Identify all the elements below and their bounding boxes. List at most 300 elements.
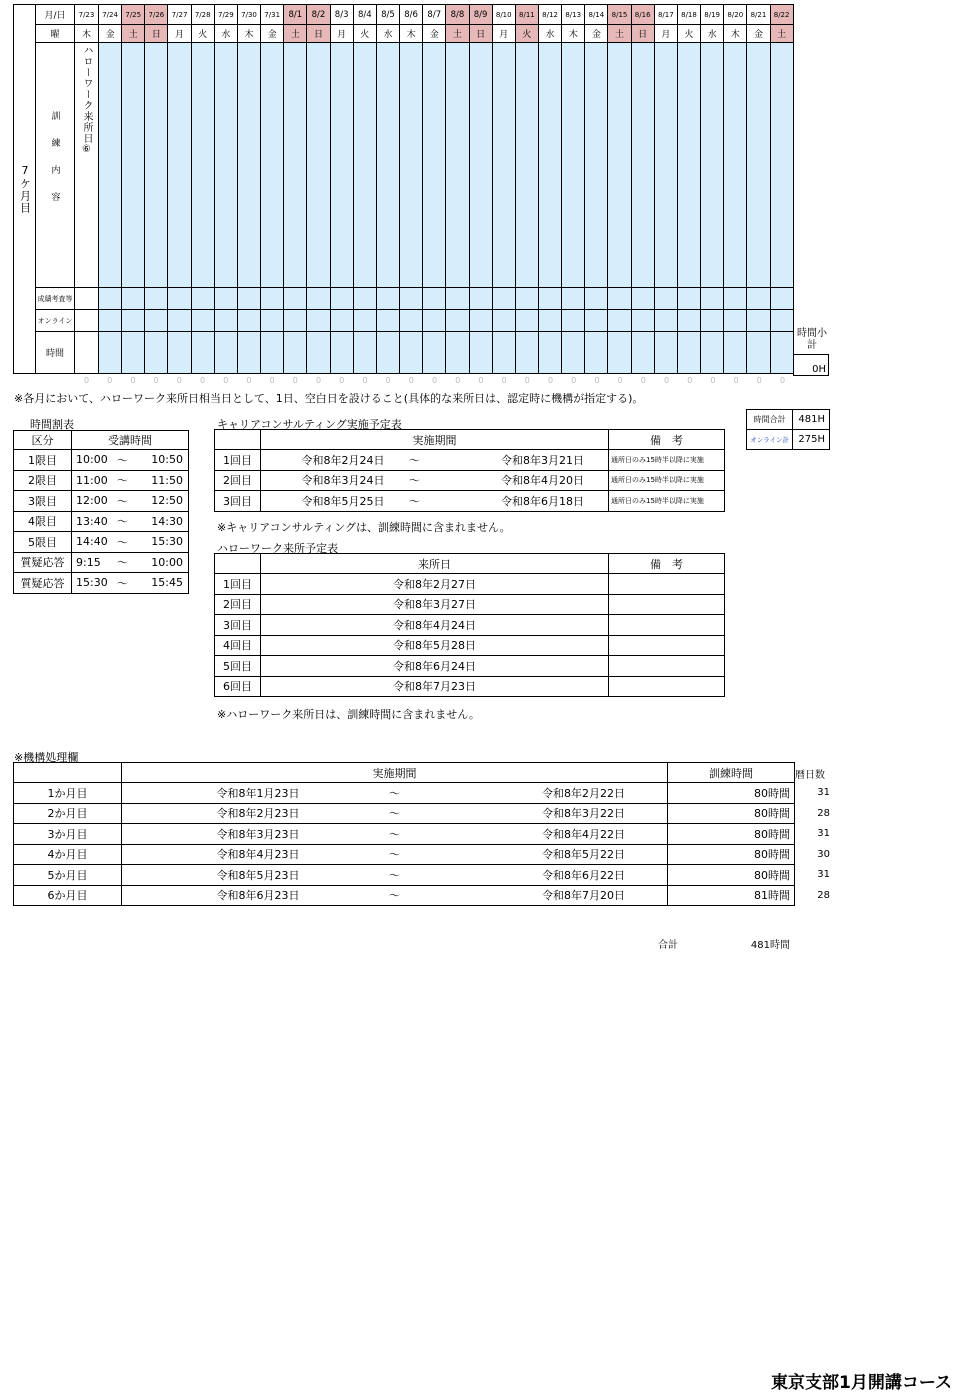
date-cell: 8/11: [515, 5, 538, 25]
online-cell: [515, 310, 538, 332]
eval-cell: [446, 288, 469, 310]
agency-row: [14, 885, 795, 906]
training-content-cell: [122, 43, 145, 288]
eval-cell: [747, 288, 770, 310]
agency-days-value: 31: [817, 869, 830, 880]
training-content-cell: [261, 43, 284, 288]
date-cell: 7/25: [122, 5, 145, 25]
day-cell: 日: [145, 25, 168, 43]
career-round: 2回目: [215, 470, 261, 491]
zero-marker: 0: [478, 376, 484, 385]
zero-marker: 0: [107, 376, 113, 385]
eval-cell: [330, 288, 353, 310]
training-content-cell: [701, 43, 724, 288]
date-cell: 8/10: [492, 5, 515, 25]
day-cell: 金: [585, 25, 608, 43]
training-content-cell: [747, 43, 770, 288]
eval-cell: [469, 288, 492, 310]
zero-marker: 0: [594, 376, 600, 385]
agency-month: 4か月目: [14, 844, 122, 865]
agency-days-value: 28: [817, 889, 830, 901]
eval-cell: [585, 288, 608, 310]
training-content-cell: [562, 43, 585, 288]
agency-row: [14, 783, 795, 804]
time-cell: [191, 332, 214, 374]
hellowork-date: 令和8年7月23日: [261, 676, 609, 697]
hellowork-col-note: 備 考: [609, 554, 725, 574]
agency-total-label: 合計: [658, 940, 678, 951]
day-cell: 木: [724, 25, 747, 43]
zero-marker: 0: [524, 376, 530, 385]
zero-marker: 0: [687, 376, 693, 385]
period-tilde: ～: [111, 552, 135, 573]
agency-col-days: 暦日数: [795, 770, 825, 781]
day-cell: 火: [515, 25, 538, 43]
eval-cell: [145, 288, 168, 310]
time-cell: [307, 332, 330, 374]
eval-cell: [423, 288, 446, 310]
agency-month: 3か月目: [14, 824, 122, 845]
online-cell: [469, 310, 492, 332]
online-total-value: 275H: [793, 430, 830, 450]
day-cell: 日: [307, 25, 330, 43]
time-cell: [538, 332, 561, 374]
hellowork-note: [609, 676, 725, 697]
agency-days-value: 31: [817, 828, 830, 839]
time-cell: [330, 332, 353, 374]
online-cell: [261, 310, 284, 332]
online-cell: [701, 310, 724, 332]
eval-cell: [608, 288, 631, 310]
online-cell: [538, 310, 561, 332]
period-start: 10:00: [72, 450, 111, 471]
zero-marker: 0: [269, 376, 275, 385]
period-name: 質疑応答: [14, 552, 72, 573]
hellowork-row: [215, 615, 725, 636]
agency-month: 6か月目: [14, 885, 122, 906]
online-cell: [353, 310, 376, 332]
training-content-cell: [654, 43, 677, 288]
date-cell: 8/15: [608, 5, 631, 25]
day-cell: 土: [770, 25, 793, 43]
zero-marker: 0: [223, 376, 229, 385]
career-end: 令和8年6月18日: [437, 491, 609, 512]
time-cell: [608, 332, 631, 374]
date-cell: 8/13: [562, 5, 585, 25]
agency-title: ※機構処理欄: [14, 751, 79, 764]
career-round: 1回目: [215, 450, 261, 471]
time-cell: [562, 332, 585, 374]
agency-tilde: ～: [336, 885, 454, 906]
zero-marker: 0: [548, 376, 554, 385]
day-cell: 月: [492, 25, 515, 43]
calendar-cell: [75, 288, 99, 310]
online-cell: [284, 310, 307, 332]
agency-tilde: ～: [336, 844, 454, 865]
agency-days-column: [800, 783, 830, 906]
totals-table: [746, 409, 830, 450]
agency-col-period: 実施期間: [122, 763, 668, 783]
zero-marker: 0: [292, 376, 298, 385]
agency-hours: 80時間: [668, 824, 795, 845]
training-content-cell: [307, 43, 330, 288]
career-start: 令和8年2月24日: [261, 450, 393, 471]
date-cell: 8/12: [538, 5, 561, 25]
agency-start: 令和8年1月23日: [122, 783, 336, 804]
timetable-row: [14, 450, 189, 471]
online-cell: [492, 310, 515, 332]
period-end: 10:50: [135, 450, 189, 471]
zero-marker: 0: [733, 376, 739, 385]
period-start: 11:00: [72, 470, 111, 491]
agency-month: 2か月目: [14, 803, 122, 824]
timetable-row: [14, 491, 189, 512]
zero-marker: 0: [756, 376, 762, 385]
agency-total-value: 481時間: [750, 940, 790, 951]
online-total-label: オンライン計: [747, 430, 793, 450]
training-content-cell: [284, 43, 307, 288]
online-cell: [307, 310, 330, 332]
online-cell: [214, 310, 237, 332]
zero-marker: 0: [408, 376, 414, 385]
agency-days-value: 31: [817, 787, 830, 798]
period-end: 15:45: [135, 573, 189, 594]
time-cell: [400, 332, 423, 374]
date-cell: 8/20: [724, 5, 747, 25]
eval-cell: [562, 288, 585, 310]
eval-cell: [353, 288, 376, 310]
time-cell: [214, 332, 237, 374]
time-cell: [654, 332, 677, 374]
online-cell: [99, 310, 122, 332]
period-name: 5限目: [14, 532, 72, 553]
date-cell: 8/6: [400, 5, 423, 25]
hellowork-note: [609, 574, 725, 595]
online-cell: [400, 310, 423, 332]
period-tilde: ～: [111, 470, 135, 491]
blank-day-note: ※各月において、ハローワーク来所日相当日として、1日、空白日を設けること(具体的な来所日は、認定時に機構が指定する)。: [14, 392, 644, 405]
zero-marker: 0: [455, 376, 461, 385]
hellowork-round: 6回目: [215, 676, 261, 697]
training-content-cell: [376, 43, 399, 288]
hellowork-title: ハローワーク来所予定表: [217, 542, 338, 555]
time-cell: [423, 332, 446, 374]
date-cell: 8/1: [284, 5, 307, 25]
zero-markers: [74, 376, 793, 388]
date-cell: 7/31: [261, 5, 284, 25]
agency-table: [13, 762, 795, 906]
day-cell: 木: [237, 25, 260, 43]
training-content-cell: [608, 43, 631, 288]
agency-end: 令和8年7月20日: [454, 885, 668, 906]
training-content-cell: [214, 43, 237, 288]
day-cell: 月: [168, 25, 191, 43]
eval-cell: [515, 288, 538, 310]
day-cell: 金: [99, 25, 122, 43]
career-start: 令和8年5月25日: [261, 491, 393, 512]
agency-end: 令和8年5月22日: [454, 844, 668, 865]
agency-end: 令和8年2月22日: [454, 783, 668, 804]
online-cell: [122, 310, 145, 332]
date-cell: 8/5: [376, 5, 399, 25]
zero-marker: 0: [339, 376, 345, 385]
agency-row: [14, 824, 795, 845]
calendar-cell: [75, 310, 99, 332]
date-cell: 7/30: [237, 5, 260, 25]
time-cell: [376, 332, 399, 374]
agency-tilde: ～: [336, 803, 454, 824]
career-table: [214, 429, 725, 512]
date-header: 月/日: [36, 5, 75, 25]
period-tilde: ～: [111, 573, 135, 594]
period-name: 1限目: [14, 450, 72, 471]
zero-marker: 0: [664, 376, 670, 385]
date-cell: 8/17: [654, 5, 677, 25]
hellowork-row: [215, 635, 725, 656]
training-content-cell: [492, 43, 515, 288]
career-tilde: ～: [393, 470, 437, 491]
time-cell: [631, 332, 654, 374]
date-cell: 8/22: [770, 5, 793, 25]
day-cell: 金: [747, 25, 770, 43]
timetable-col-time: 受講時間: [72, 431, 189, 450]
career-start: 令和8年3月24日: [261, 470, 393, 491]
day-cell: 火: [191, 25, 214, 43]
period-end: 15:30: [135, 532, 189, 553]
zero-marker: 0: [501, 376, 507, 385]
hellowork-note: [609, 594, 725, 615]
date-cell: 7/29: [214, 5, 237, 25]
online-cell: [747, 310, 770, 332]
timetable-title: 時間割表: [30, 418, 74, 431]
day-cell: 木: [400, 25, 423, 43]
eval-cell: [376, 288, 399, 310]
day-cell: 火: [353, 25, 376, 43]
footer-course: 東京支部1月開講コース: [771, 1373, 952, 1393]
agency-tilde: ～: [336, 824, 454, 845]
training-content-cell: [191, 43, 214, 288]
eval-cell: [284, 288, 307, 310]
day-cell: 水: [214, 25, 237, 43]
online-cell: [423, 310, 446, 332]
day-cell: 土: [608, 25, 631, 43]
subtotal-label: 時間小計: [797, 328, 827, 351]
agency-month: 1か月目: [14, 783, 122, 804]
agency-hours: 80時間: [668, 803, 795, 824]
eval-cell: [191, 288, 214, 310]
online-cell: [677, 310, 700, 332]
training-content-cell: [724, 43, 747, 288]
hellowork-date: 令和8年5月28日: [261, 635, 609, 656]
career-note: 通所日のみ15時半以降に実施: [609, 470, 725, 491]
time-cell: [585, 332, 608, 374]
timetable-table: [13, 430, 189, 594]
eval-cell: [492, 288, 515, 310]
day-header: 曜: [36, 25, 75, 43]
period-tilde: ～: [111, 491, 135, 512]
training-content-cell: [538, 43, 561, 288]
zero-marker: 0: [246, 376, 252, 385]
online-cell: [608, 310, 631, 332]
eval-cell: [770, 288, 793, 310]
eval-cell: [677, 288, 700, 310]
zero-marker: 0: [571, 376, 577, 385]
time-cell: [145, 332, 168, 374]
time-cell: [446, 332, 469, 374]
training-content-cell: [469, 43, 492, 288]
online-cell: [376, 310, 399, 332]
agency-tilde: ～: [336, 865, 454, 886]
date-cell: 8/8: [446, 5, 469, 25]
agency-start: 令和8年5月23日: [122, 865, 336, 886]
period-start: 14:40: [72, 532, 111, 553]
calendar-section: [13, 4, 794, 385]
training-content-cell: [237, 43, 260, 288]
zero-marker: 0: [200, 376, 206, 385]
time-cell: [747, 332, 770, 374]
online-row-label: オンライン: [36, 310, 75, 332]
period-start: 15:30: [72, 573, 111, 594]
zero-marker: 0: [153, 376, 159, 385]
date-cell: 8/14: [585, 5, 608, 25]
hours-total-value: 481H: [793, 410, 830, 430]
time-cell: [515, 332, 538, 374]
agency-month: 5か月目: [14, 865, 122, 886]
hellowork-note: [609, 635, 725, 656]
training-content-cell: [353, 43, 376, 288]
hellowork-date: 令和8年6月24日: [261, 656, 609, 677]
hellowork-date: 令和8年3月27日: [261, 594, 609, 615]
training-content-cell: [330, 43, 353, 288]
training-content-cell: [423, 43, 446, 288]
zero-marker: 0: [316, 376, 322, 385]
agency-start: 令和8年2月23日: [122, 803, 336, 824]
day-cell: 水: [376, 25, 399, 43]
timetable-col-period: 区分: [14, 431, 72, 450]
month-label-cell: [14, 5, 36, 374]
timetable-row: [14, 511, 189, 532]
career-title: キャリアコンサルティング実施予定表: [217, 418, 402, 431]
day-cell: 日: [469, 25, 492, 43]
day-cell: 水: [538, 25, 561, 43]
calendar-table: [13, 4, 794, 374]
agency-days-value: 30: [817, 848, 830, 860]
period-name: 3限目: [14, 491, 72, 512]
zero-marker: 0: [710, 376, 716, 385]
day-cell: 月: [654, 25, 677, 43]
career-end: 令和8年4月20日: [437, 470, 609, 491]
career-row: [215, 450, 725, 471]
time-row-label: 時間: [36, 332, 75, 374]
training-label-cell: [36, 43, 75, 288]
period-name: 4限目: [14, 511, 72, 532]
eval-cell: [400, 288, 423, 310]
training-content-cell: [168, 43, 191, 288]
date-cell: 8/21: [747, 5, 770, 25]
online-cell: [191, 310, 214, 332]
agency-start: 令和8年4月23日: [122, 844, 336, 865]
training-content-cell: [99, 43, 122, 288]
agency-hours: 80時間: [668, 844, 795, 865]
time-cell: [122, 332, 145, 374]
eval-cell: [654, 288, 677, 310]
eval-cell: [168, 288, 191, 310]
date-cell: 8/2: [307, 5, 330, 25]
eval-cell: [631, 288, 654, 310]
online-cell: [446, 310, 469, 332]
zero-marker: 0: [640, 376, 646, 385]
timetable-row: [14, 532, 189, 553]
training-content-cell: [585, 43, 608, 288]
training-content-cell: [515, 43, 538, 288]
period-name: 質疑応答: [14, 573, 72, 594]
hellowork-col-date: 来所日: [261, 554, 609, 574]
time-cell: [469, 332, 492, 374]
online-cell: [724, 310, 747, 332]
day-cell: 月: [330, 25, 353, 43]
training-content-cell: [770, 43, 793, 288]
agency-end: 令和8年4月22日: [454, 824, 668, 845]
hellowork-row: [215, 656, 725, 677]
online-cell: [562, 310, 585, 332]
agency-end: 令和8年3月22日: [454, 803, 668, 824]
day-cell: 金: [261, 25, 284, 43]
career-row: [215, 491, 725, 512]
day-cell: 木: [562, 25, 585, 43]
period-end: 14:30: [135, 511, 189, 532]
zero-marker: 0: [176, 376, 182, 385]
period-start: 12:00: [72, 491, 111, 512]
eval-cell: [237, 288, 260, 310]
day-cell: 日: [631, 25, 654, 43]
eval-cell: [538, 288, 561, 310]
career-row: [215, 470, 725, 491]
eval-cell: [214, 288, 237, 310]
time-cell: [237, 332, 260, 374]
date-cell: 7/24: [99, 5, 122, 25]
period-name: 2限目: [14, 470, 72, 491]
agency-row: [14, 865, 795, 886]
agency-row: [14, 844, 795, 865]
hellowork-footnote: ※ハローワーク来所日は、訓練時間に含まれません。: [217, 708, 480, 721]
day-cell: 土: [446, 25, 469, 43]
hellowork-note: [609, 656, 725, 677]
period-start: 13:40: [72, 511, 111, 532]
eval-cell: [261, 288, 284, 310]
hellowork-row: [215, 574, 725, 595]
career-col-name: [215, 430, 261, 450]
agency-start: 令和8年6月23日: [122, 885, 336, 906]
timetable-row: [14, 470, 189, 491]
career-footnote: ※キャリアコンサルティングは、訓練時間に含まれません。: [217, 521, 511, 534]
time-cell: [261, 332, 284, 374]
period-tilde: ～: [111, 532, 135, 553]
hellowork-row: [215, 594, 725, 615]
hours-total-label: 時間合計: [747, 410, 793, 430]
agency-tilde: ～: [336, 783, 454, 804]
online-cell: [585, 310, 608, 332]
career-tilde: ～: [393, 491, 437, 512]
agency-hours: 81時間: [668, 885, 795, 906]
date-cell: 8/19: [701, 5, 724, 25]
zero-marker: 0: [432, 376, 438, 385]
agency-col-hours: 訓練時間: [668, 763, 795, 783]
time-cell: [770, 332, 793, 374]
online-cell: [237, 310, 260, 332]
agency-hours: 80時間: [668, 865, 795, 886]
date-cell: 7/27: [168, 5, 191, 25]
training-content-cell: [400, 43, 423, 288]
